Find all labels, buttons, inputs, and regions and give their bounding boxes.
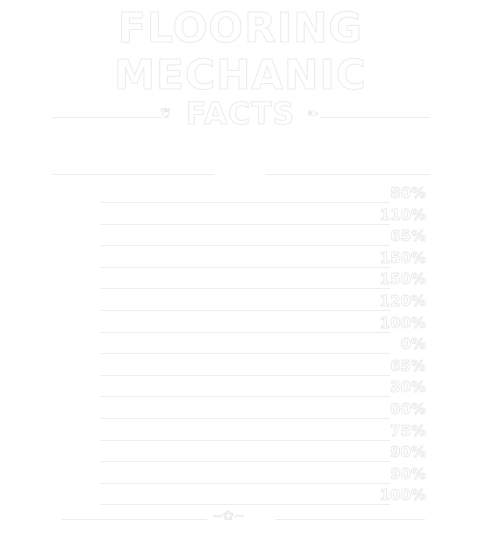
fact-percent: 65% (390, 356, 426, 375)
fact-percent: 100% (379, 313, 426, 332)
fact-row (62, 356, 426, 376)
fact-divider (100, 332, 390, 333)
header-divider-left (52, 174, 214, 175)
fact-percent: 30% (390, 378, 426, 397)
fact-row (62, 377, 426, 397)
fact-percent: 0% (400, 335, 426, 354)
ornament-line-bottom-left (62, 519, 207, 520)
fact-row (62, 291, 426, 311)
ornament-line-left (52, 117, 162, 118)
fact-divider (100, 202, 390, 203)
fact-percent: 75% (390, 421, 426, 440)
fact-divider (100, 310, 390, 311)
fact-divider (100, 353, 390, 354)
flourish-ornament-icon: ~❀~ (212, 509, 245, 524)
fact-percent: 90% (390, 443, 426, 462)
ornament-line-right (320, 117, 430, 118)
fact-divider (100, 440, 390, 441)
fact-row (62, 313, 426, 333)
fact-row (62, 205, 426, 225)
fact-row (62, 334, 426, 354)
fact-row (62, 183, 426, 203)
fact-divider (100, 375, 390, 376)
fact-divider (100, 483, 390, 484)
fact-divider (100, 504, 390, 505)
swirl-ornament-icon: ❧ (307, 106, 319, 122)
fact-percent: 120% (379, 292, 426, 310)
fact-percent: 00% (390, 400, 426, 418)
title-line-2: MECHANIC (114, 51, 367, 99)
fact-divider (100, 396, 390, 397)
fact-percent: 80% (390, 184, 426, 202)
fact-percent: 150% (379, 248, 426, 267)
fact-percent: 90% (390, 464, 426, 483)
fact-divider (100, 245, 390, 246)
fact-percent: 110% (379, 205, 426, 224)
title-line-3: FACTS (185, 97, 296, 132)
fact-percent: 65% (390, 227, 426, 246)
fact-row (62, 399, 426, 419)
fact-percent: 150% (379, 270, 426, 289)
title-line-1: FLOORING (117, 4, 364, 52)
swirl-ornament-icon: ❦ (160, 106, 172, 122)
ornament-line-bottom-right (275, 519, 425, 520)
fact-divider (100, 418, 390, 419)
fact-divider (100, 224, 390, 225)
fact-row (62, 442, 426, 462)
fact-divider (100, 461, 390, 462)
fact-row (62, 269, 426, 289)
fact-divider (100, 267, 390, 268)
header-divider-right (266, 174, 430, 175)
fact-row (62, 485, 426, 505)
fact-row (62, 464, 426, 484)
fact-row (62, 421, 426, 441)
fact-divider (100, 288, 390, 289)
fact-row (62, 248, 426, 268)
fact-row (62, 226, 426, 246)
fact-percent: 100% (379, 486, 426, 505)
